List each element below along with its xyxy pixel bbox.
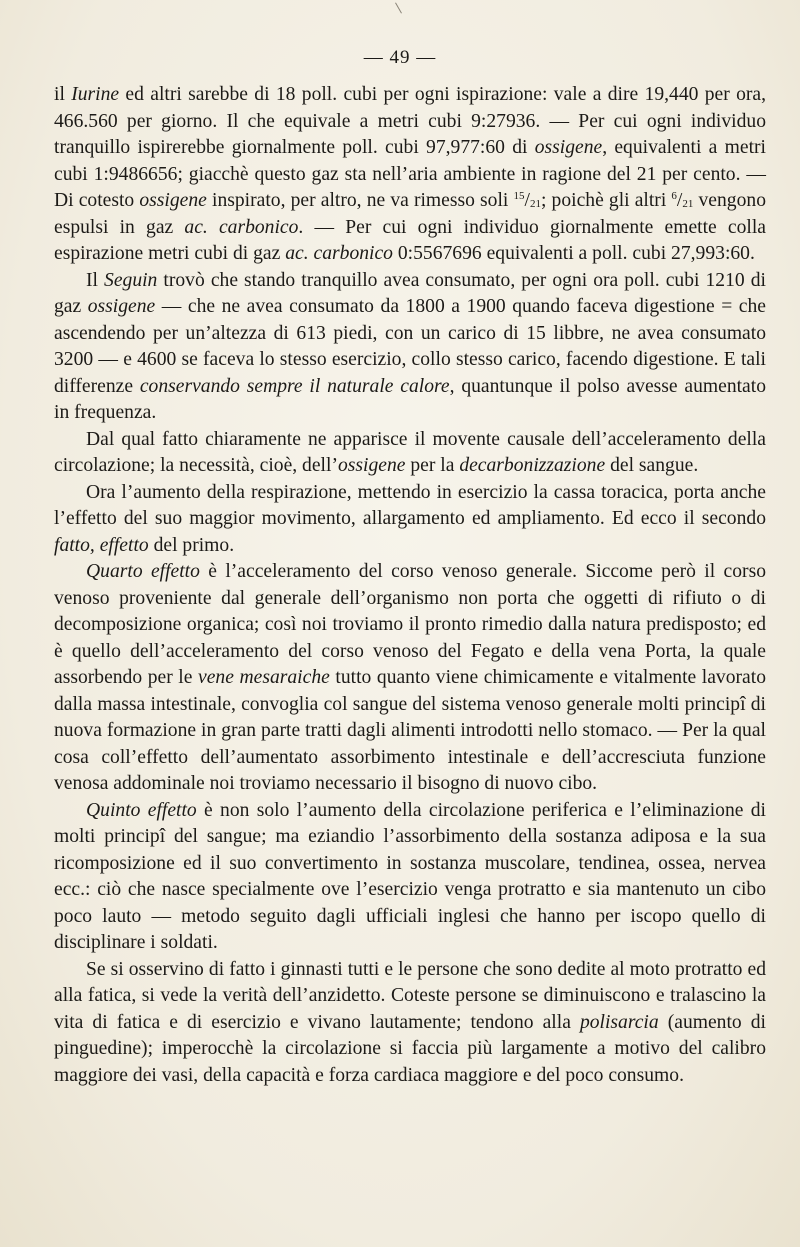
text-run: per la bbox=[405, 455, 460, 476]
italic-text: decarbonizzazione bbox=[459, 455, 606, 476]
paragraph bbox=[54, 82, 766, 268]
text-run: / bbox=[676, 190, 683, 211]
fraction-denominator: 21 bbox=[529, 198, 541, 210]
fraction-numerator: 6 bbox=[671, 190, 677, 202]
italic-text: ossigene bbox=[87, 296, 156, 317]
paragraph bbox=[54, 268, 766, 427]
page-number: — 49 — bbox=[363, 47, 437, 68]
italic-text: Quinto effetto bbox=[86, 799, 197, 821]
italic-text: Quarto effetto bbox=[86, 561, 200, 582]
italic-text: fatto, effetto bbox=[54, 534, 149, 556]
text-run: — che ne avea consumato da 1800 a 1900 quando faceva digestione = che ascendendo per un’altezza di 613 piedi, con un carico di 15 libbre, ne avea consumato 3200 — e 4600 se faceva lo stesso esercizio, collo stesso carico, facendo digestione. E tali differenze bbox=[54, 296, 766, 397]
text-run: Se si osservino di fatto i ginnasti tutti e le persone che sono dedite al moto protratto ed alla fatica, si vede la verità dell’anzidetto. Coteste persone se diminuiscono e tralascino la vita di fatica e di esercizio e vivano lautamente; tendono alla bbox=[54, 958, 766, 1033]
text-run: / bbox=[524, 190, 530, 211]
text-run: . — Per cui ogni individuo giornalmente emette colla espirazione metri cubi di gaz bbox=[54, 216, 766, 264]
italic-text: conservando sempre il naturale calore bbox=[139, 375, 450, 397]
text-run: 0:5567696 equivalenti a poll. cubi 27,993:60. bbox=[392, 243, 755, 264]
italic-text: polisarcia bbox=[579, 1011, 659, 1033]
text-run: del sangue. bbox=[605, 455, 699, 476]
text-run: ; poichè gli altri bbox=[540, 190, 672, 211]
text-run: , equivalenti a metri cubi 1:9486656; giacchè questo gaz sta nell’aria ambiente in ragione del 21 per cento. — Di cotesto bbox=[54, 137, 766, 211]
italic-text: Seguin bbox=[104, 269, 158, 291]
paragraph bbox=[54, 798, 766, 957]
text-run: ed altri sarebbe di 18 poll. cubi per ogni ispirazione: vale a dire 19,440 per ora, 466.560 per giorno. Il che equivale a metri cubi 9:27936. — Per cui ogni individuo tranquillo ispirerebbe giornalmente poll. cubi 97,977:60 di bbox=[54, 84, 766, 158]
paragraph bbox=[54, 427, 766, 480]
text-run: Il bbox=[86, 269, 105, 291]
text-run: , quantunque il polso avesse aumentato in frequenza. bbox=[54, 375, 766, 423]
text-run: tutto quanto viene chimicamente e vitalmente lavorato dalla massa intestinale, convoglia col sangue del sistema venoso generale molti principî di nuova formazione in gran parte tratti dagli alimenti introdotti nello stomaco. — Per la qual cosa coll’effetto dell’aumentato assorbimento intestinale e dell’accresciuta funzione venosa addominale noi troviamo necessario il bisogno di nuovo cibo. bbox=[54, 667, 766, 794]
text-run: del primo. bbox=[148, 534, 235, 556]
fraction-denominator: 21 bbox=[682, 198, 694, 210]
italic-text: ac. carbonico bbox=[285, 243, 393, 264]
text-run: è non solo l’aumento della circolazione periferica e l’eliminazione di molti principî del sangue; ma eziandio l’assorbimento della sostanza adiposa e la sua ricomposizione ed il suo convertimento in sostanza muscolare, tendinea, ossea, nervea ecc.: ciò che nasce specialmente ove l’esercizio venga protratto e sia mantenuto un cibo poco lauto — metodo seguito dagli ufficiali inglesi che hanno per iscopo quello di disciplinare i soldati. bbox=[54, 799, 767, 953]
italic-text: Iurine bbox=[71, 84, 120, 105]
fraction-numerator: 15 bbox=[513, 190, 525, 202]
italic-text: ossigene bbox=[534, 137, 603, 158]
text-run: (aumento di pinguedine); imperocchè la circolazione si faccia più largamente a motivo del calibro maggiore dei vasi, della capacità e forza cardiaca maggiore e del poco consumo. bbox=[54, 1011, 766, 1086]
text-run: vengono espulsi in gaz bbox=[54, 190, 766, 238]
text-run: Ora l’aumento della respirazione, mettendo in esercizio la cassa toracica, porta anche l’effetto del suo maggior movimento, allargamento ed ampliamento. Ed ecco il secondo bbox=[54, 481, 766, 529]
body-text bbox=[54, 82, 766, 1089]
italic-text: ac. carbonico bbox=[184, 216, 299, 238]
paragraph bbox=[54, 480, 766, 560]
text-run: trovò che stando tranquillo avea consumato, per ogni ora poll. cubi 1210 di gaz bbox=[54, 269, 766, 317]
paragraph bbox=[54, 957, 766, 1090]
pencil-mark bbox=[395, 3, 402, 14]
paragraph bbox=[54, 559, 766, 798]
text-run: inspirato, per altro, ne va rimesso soli bbox=[206, 190, 514, 211]
text-run: Dal qual fatto chiaramente ne apparisce il movente causale dell’acceleramento della circolazione; la necessità, cioè, dell’ bbox=[54, 428, 766, 476]
text-run: è l’acceleramento del corso venoso generale. Siccome però il corso venoso proveniente dal generale dell’organismo non porta che oggetti di rifiuto o di decomposizione organica; così noi troviamo il pronto rimedio dalla natura predisposto; ed è quello dell’acceleramento del corso venoso del Fegato e della vena Porta, la quale assorbendo per le bbox=[54, 561, 766, 688]
italic-text: ossigene bbox=[139, 190, 207, 211]
italic-text: vene mesaraiche bbox=[198, 667, 330, 688]
text-run: il bbox=[54, 84, 72, 105]
italic-text: ossigene bbox=[337, 455, 406, 476]
